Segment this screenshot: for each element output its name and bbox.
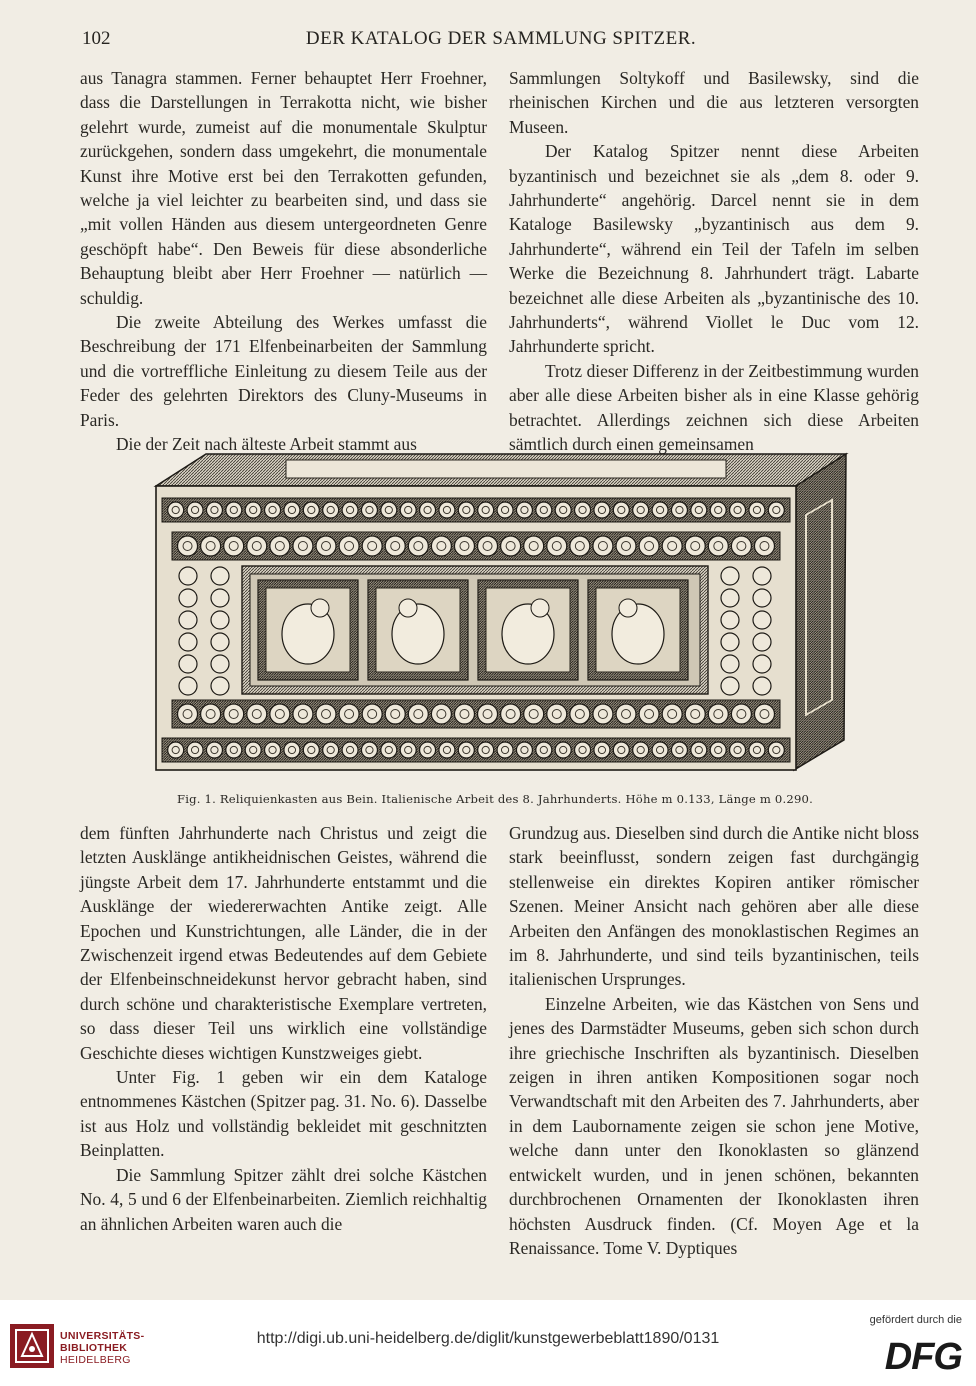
column-left-top (80, 66, 487, 457)
paragraph: Die Sammlung Spitzer zählt drei solche Kästchen No. 4, 5 und 6 der Elfenbeinarbeiten. Ziemlich reichhaltig an ähnlichen Arbeiten waren auch die (80, 1164, 487, 1234)
library-name: UNIVERSITÄTS- BIBLIOTHEK HEIDELBERG (60, 1330, 145, 1366)
column-left-bottom (80, 821, 487, 1236)
digitization-footer (0, 1300, 976, 1386)
paragraph: Grundzug aus. Dieselben sind durch die Antike nicht bloss stark beeinflusst, sondern zeigen fast durchgängig stellenweise ein direktes Kopiren antiker römischer Szenen. Meiner Ansicht nach gehören aber alle diese Arbeiten den Anfängen des monoklastischen Regimes an im 8. Jahrhunderte, und sind teils byzantinischen, teils italienischen Ursprunges. (509, 823, 919, 990)
figure-caption: Fig. 1. Reliquienkasten aus Bein. Italienische Arbeit des 8. Jahrhunderts. Höhe m 0.133, Länge m 0.290. (176, 792, 813, 806)
paragraph: Der Katalog Spitzer nennt diese Arbeiten byzantinisch und bezeichnet sie als „dem 8. oder 9. Jahrhunderte“ angehörig. Darcel nennt sie in dem Kataloge Basilewsky „byzantinisch aus dem 9. Jahrhunderte“, während ein Teil der Tafeln im selben Werke die Bezeichnung 8. Jahrhundert trägt. Labarte bezeichnet alle diese Arbeiten als „byzantinische des 10. Jahrhunderts“, während Viollet le Duc vom 12. Jahrhunderte spricht. (509, 141, 919, 357)
paragraph: Einzelne Arbeiten, wie das Kästchen von Sens und jenes des Darmstädter Museums, geben sich schon durch ihre griechische Inschriften als byzantinisch. Dieselben zeigen in ihren antiken Kompositionen sogar noch Verwandtschaft mit den Arbeiten des 7. Jahrhunderts, aber in dem Laubornamente zeigen sie schon jene Motive, welche dann unter den Ikonoklasten so glänzend entwickelt wurden, und in jenen schönen, bekannten durchbrochenen Ornamenten der Ikonoklasten ihren höchsten Ausdruck finden. (Cf. Moyen Age et la Renaissance. Tome V. Dyptiques (509, 993, 919, 1258)
source-url-link[interactable]: http://digi.ub.uni-heidelberg.de/diglit/kunstgewerbeblatt1890/0131 (256, 1330, 720, 1347)
running-header (82, 28, 920, 54)
funded-by-label: gefördert durch die (869, 1314, 962, 1326)
paragraph: Unter Fig. 1 geben wir ein dem Kataloge entnommenes Kästchen (Spitzer pag. 31. No. 6). Dasselbe ist aus Holz und vollständig bekleidet mit geschnitzten Beinplatten. (80, 1067, 487, 1161)
running-title: DER KATALOG DER SAMMLUNG SPITZER. (305, 28, 697, 49)
casket-engraving (146, 448, 852, 778)
page-number: 102 (82, 28, 111, 49)
paragraph: Trotz dieser Differenz in der Zeitbestimmung wurden aber alle diese Arbeiten bisher als in eine Klasse gehörig betrachtet. Allerdings zeichnen sich diese Arbeiten sämtlich durch einen gemeinsamen (509, 360, 919, 455)
paragraph: aus Tanagra stammen. Ferner behauptet Herr Froehner, dass die Darstellungen in Terrakotta nicht, wie bisher gelehrt wurde, zumeist auf die monumentale Skulptur zurückgehen, sondern dass umgekehrt, die monumentale Kunst ihre Motive erst bei den Terrakotten gefunden, welche ja viel leichter zu bearbeiten sind, und dass sie „mit vollen Händen aus diesem untergeordneten Genre geschöpft habe“. Den Beweis für diese absonderliche Behauptung bleibt aber Herr Froehner — natürlich — schuldig. (80, 68, 487, 308)
column-right-bottom (509, 821, 919, 1260)
column-right-top (509, 66, 919, 457)
paragraph: Sammlungen Soltykoff und Basilewsky, sind die rheinischen Kirchen und die aus letzteren versorgten Museen. (509, 68, 919, 137)
reliquary-casket-illustration (146, 448, 852, 778)
paragraph: Die der Zeit nach älteste Arbeit stammt aus (116, 434, 417, 455)
paragraph: Die zweite Abteilung des Werkes umfasst die Beschreibung der 171 Elfenbeinarbeiten der Sammlung und die vortreffliche Einleitung zu diesem Teile aus der Feder des gelehrten Direktors des Cluny-Museums in Paris. (80, 312, 487, 430)
dfg-logo: DFG (884, 1336, 962, 1378)
paragraph: dem fünften Jahrhunderte nach Christus und zeigt die letzten Ausklänge antikheidnischen Geistes, während die jüngste Arbeit dem 17. Jahrhunderte entstammt und die Ausklänge der wiedererwachten Antike zeigt. Alle Epochen und Kunstrichtungen, alle Länder, die in der Zwischenzeit irgend etwas Bedeutendes auf dem Gebiete der Elfenbeinschneidekunst hervor gebracht haben, sind durch schöne und charakteristische Exemplare vertreten, so dass dieser Teil uns wirklich eine vollständige Geschichte dieses wichtigen Kunstzweiges giebt. (80, 823, 487, 1063)
